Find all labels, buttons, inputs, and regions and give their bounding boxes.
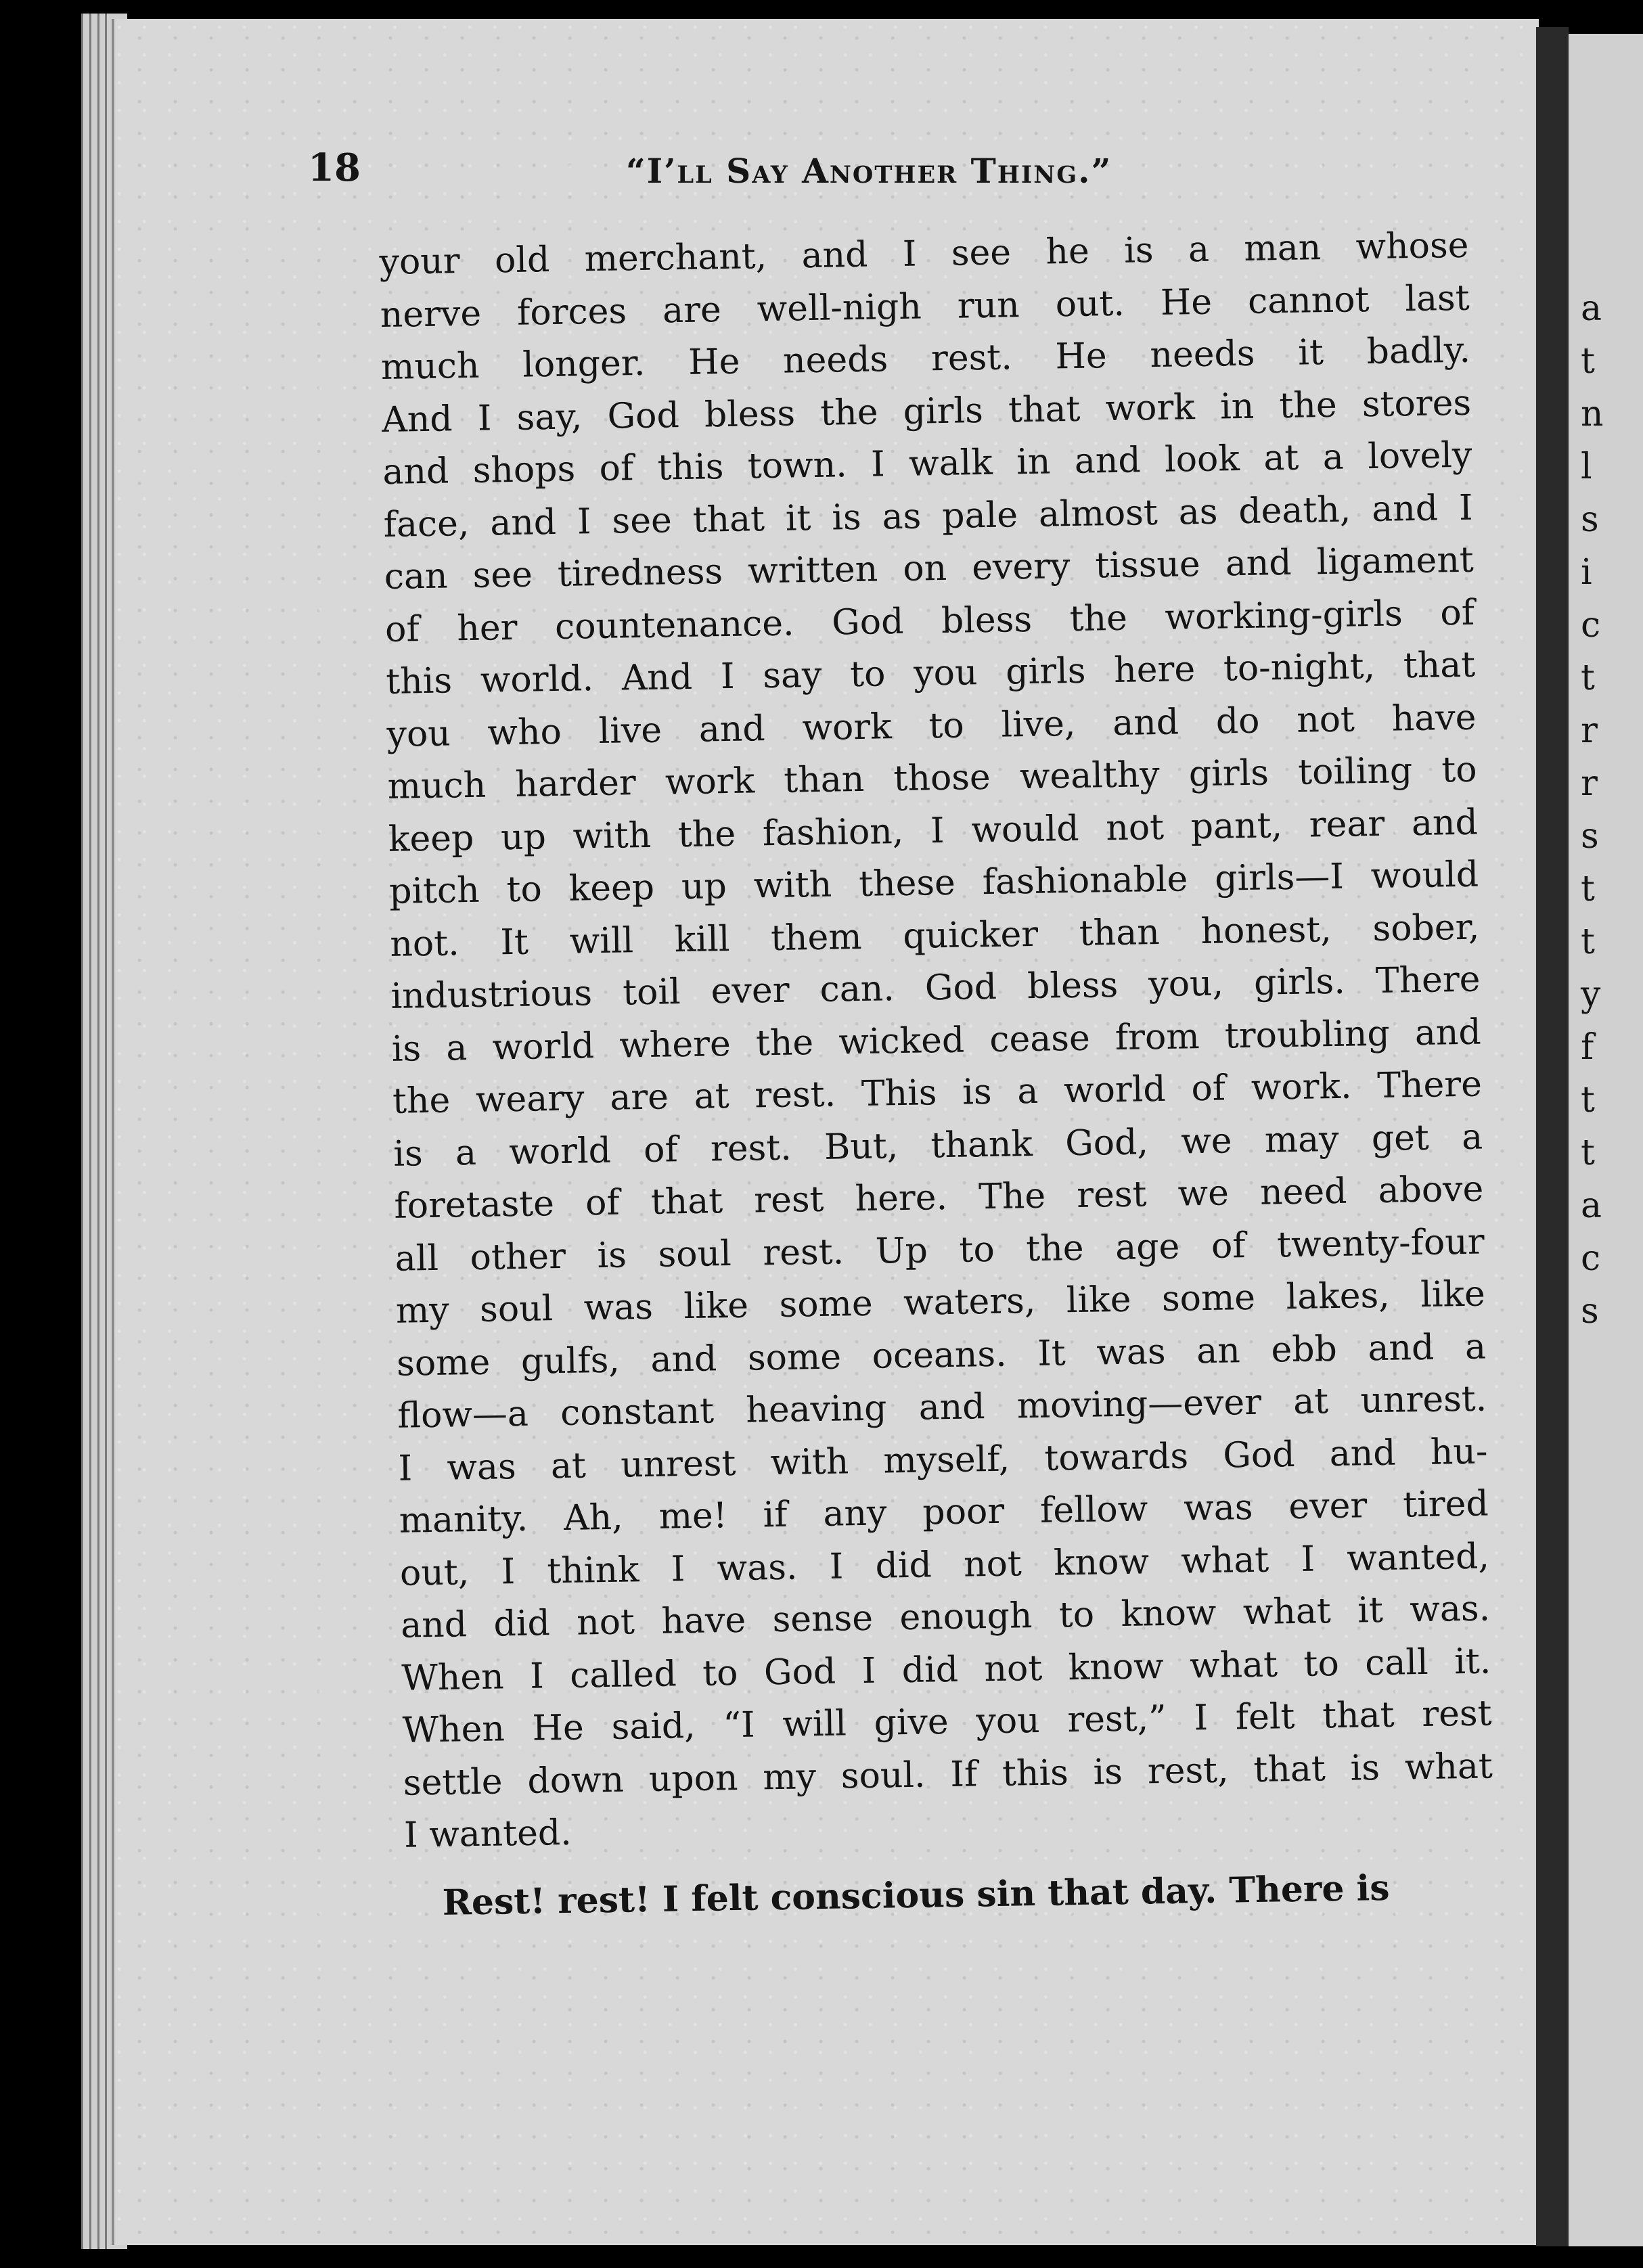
facing-page-fragment: t [1581,869,1595,909]
facing-page-fragment: l [1581,447,1592,487]
text-line: settle down upon my soul. If this is rest, that is what [403,1745,1493,1804]
facing-page-fragment: r [1581,710,1598,751]
facing-page-fragment: r [1581,763,1598,804]
facing-page-fragment: c [1581,605,1601,645]
text-line: much longer. He needs rest. He needs it badly. [380,330,1471,388]
text-line: I wanted. [403,1812,572,1856]
text-line: flow—a constant heaving and moving—ever at unrest. [397,1378,1487,1436]
text-line: you who live and work to live, and do not have [386,697,1477,755]
text-line: manity. Ah, me! if any poor fellow was ever tired [399,1483,1489,1541]
text-line: When He said, “I will give you rest,” I felt that rest [402,1693,1492,1751]
facing-page-fragment: y [1581,974,1601,1015]
facing-page-fragment: t [1581,1133,1595,1173]
text-line: foretaste of that rest here. The rest we need above [394,1169,1484,1227]
text-line: the weary are at rest. This is a world of work. There [392,1064,1483,1122]
facing-page-fragment: a [1581,288,1602,329]
book-gutter [1536,27,1569,2246]
text-line: And I say, God bless the girls that work in the stores [381,382,1472,440]
text-line: and did not have sense enough to know what it was. [400,1588,1491,1646]
text-line: face, and I see that it is as pale almost as death, and I [383,487,1473,545]
facing-page-fragment: n [1581,394,1604,434]
text-line: I was at unrest with myself, towards God and hu- [398,1430,1488,1489]
facing-page-fragment: t [1581,1080,1595,1120]
text-line: industrious toil ever can. God bless you, girls. There [390,959,1481,1017]
text-line: nerve forces are well-nigh run out. He cannot last [380,277,1470,336]
page-header [308,145,1255,200]
facing-page-fragment: s [1581,1291,1599,1332]
text-line: keep up with the fashion, I would not pant, rear and [388,802,1479,860]
text-line: my soul was like some waters, like some lakes, like [395,1273,1486,1332]
text-line: is a world of rest. But, thank God, we may get a [392,1116,1483,1175]
text-line: all other is soul rest. Up to the age of twenty-four [395,1221,1485,1279]
text-line: much harder work than those wealthy girls toiling to [387,749,1478,807]
text-line: this world. And I say to you girls here to-night, that [385,644,1476,702]
facing-page-fragment: s [1581,816,1599,857]
text-line: some gulfs, and some oceans. It was an ebb and a [396,1326,1487,1384]
facing-page-fragment: a [1581,1185,1602,1226]
text-line: out, I think I was. I did not know what I wanted, [399,1535,1490,1594]
page-number: 18 [308,145,361,190]
facing-page-fragment: i [1581,552,1592,593]
facing-page-edge [1569,34,1643,2246]
running-title: “I’ll Say Another Thing.” [626,151,1112,191]
text-line: not. It will kill them quicker than honest, sober, [389,907,1480,965]
text-line: pitch to keep up with these fashionable girls—I would [388,854,1479,912]
facing-page-fragment: c [1581,1238,1601,1279]
facing-page-fragment: t [1581,922,1595,962]
text-line: When I called to God I did not know what to call it. [401,1640,1491,1699]
body-text [379,220,1495,1930]
facing-page-fragment: t [1581,341,1595,382]
facing-page-fragment: s [1581,499,1599,540]
next-paragraph-line: Rest! rest! I felt conscious sin that day. There is [442,1867,1390,1924]
facing-page-fragment: t [1581,658,1595,698]
text-line: can see tiredness written on every tissue and ligament [384,539,1475,597]
text-line: and shops of this town. I walk in and look at a lovely [382,434,1472,493]
text-line: is a world where the wicked cease from troubling and [391,1012,1482,1070]
text-line: of her countenance. God bless the working-girls of [384,592,1475,650]
facing-page-fragment: f [1581,1027,1594,1068]
text-line: your old merchant, and I see he is a man whose [379,225,1469,283]
